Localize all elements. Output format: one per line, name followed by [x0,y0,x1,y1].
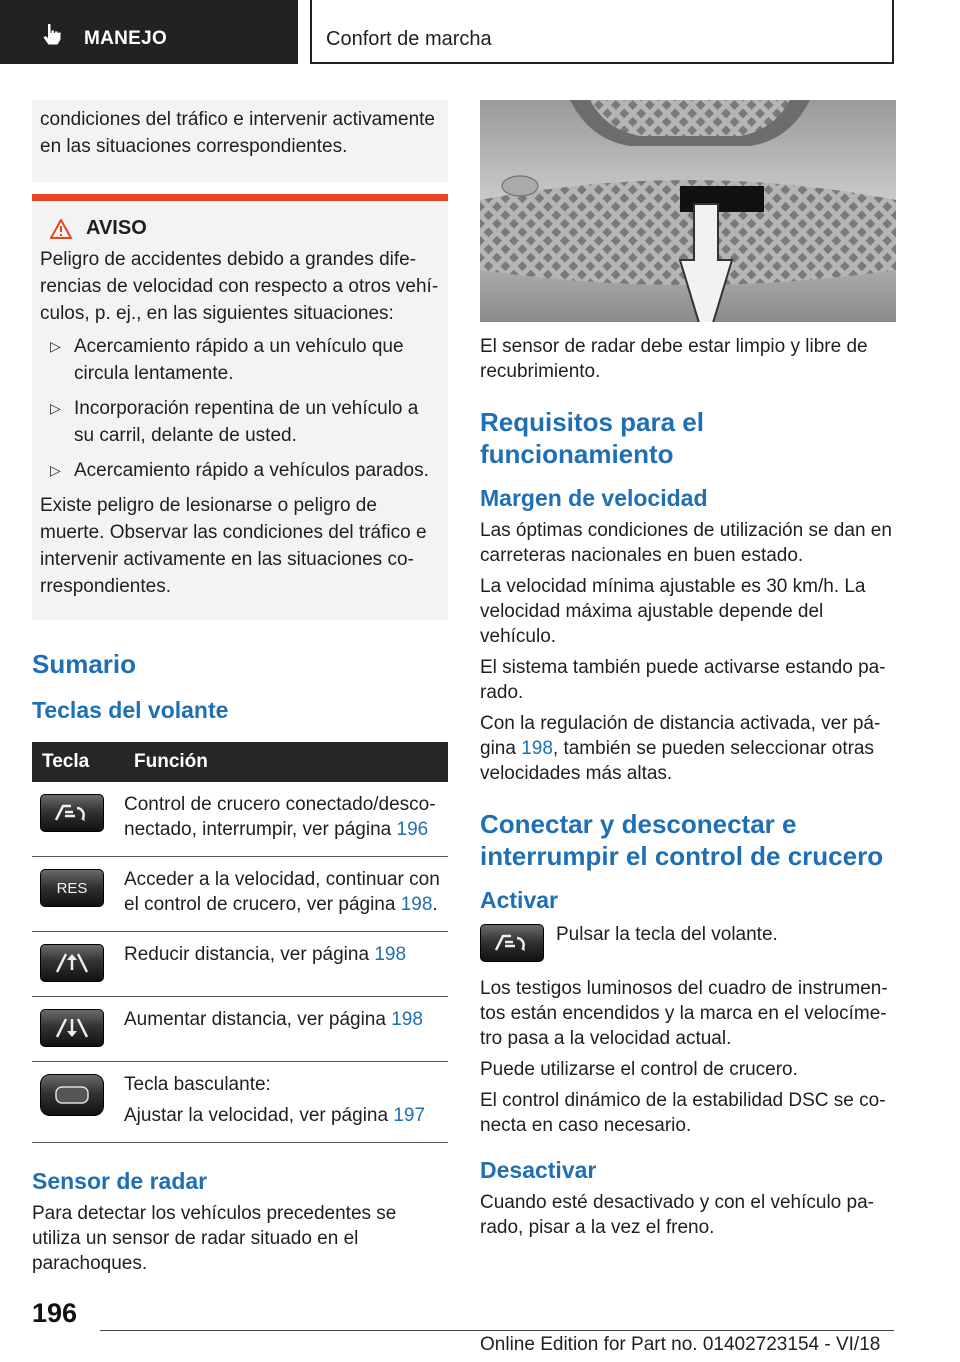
table-row: Reducir distancia, ver página 198 [32,932,448,997]
speed-range-heading: Margen de velocidad [480,485,708,511]
table-row: Aumentar distancia, ver página 198 [32,997,448,1062]
steering-keys-table [32,742,448,1143]
bullet-triangle-icon: ▷ [50,338,61,354]
activate-paragraph: Los testigos luminosos del cuadro de instrumentos están encendidos y la marca en el velocímetro pasa a la velocidad actual. [480,978,888,1049]
bullet-triangle-icon: ▷ [50,400,61,416]
section-tab [0,0,298,64]
page-link[interactable]: 198 [374,944,407,965]
warning-box [32,194,448,620]
warning-title: AVISO [86,217,147,239]
table-row: RES Acceder a la velocidad, continuar con el control de crucero, ver página 198. [32,857,448,932]
column-header-key: Tecla [32,742,124,782]
warning-intro: Peligro de accidentes debido a grandes diferencias de velocidad con respecto a otros vehículos, p. ej., en las siguientes situaciones: [40,249,439,324]
right-column [480,100,896,1240]
deactivate-heading: Desactivar [480,1157,597,1183]
left-column [32,100,448,1276]
page-number: 196 [32,1298,78,1328]
deactivate-text: Cuando esté desactivado y con el vehículo parado, pisar a la vez el freno. [480,1192,874,1238]
list-item: ▷ Acercamiento rápido a vehículos parados. [40,457,440,484]
warning-triangle-icon [50,219,72,239]
res-button-icon: RES [40,869,104,907]
sumario-heading: Sumario [32,649,137,679]
radar-heading: Sensor de radar [32,1168,208,1194]
distance-reduce-icon [40,944,104,982]
photo-caption: El sensor de radar debe estar limpio y libre de recubrimiento. [480,336,868,382]
list-item: ▷ Incorporación repentina de un vehículo a su carril, delante de usted. [40,395,440,449]
distance-increase-icon [40,1009,104,1047]
activate-heading: Activar [480,887,558,913]
warning-outro: Existe peligro de lesionarse o peligro de muerte. Observar las condiciones del tráfico e intervenir activamente en las situaciones correspondientes. [40,495,427,597]
page-link[interactable]: 198 [391,1009,423,1030]
page-link[interactable]: 197 [393,1105,426,1126]
activate-paragraph: Puede utilizarse el control de crucero. [480,1059,798,1080]
connect-heading: Conectar y desconectar e interrumpir el control de crucero [480,809,884,871]
column-header-function: Función [124,742,448,782]
requirements-heading: Requisitos para el funcionamiento [480,407,704,469]
speed-paragraph: El sistema también puede activarse estando parado. [480,657,886,703]
hand-pointer-icon [40,22,64,46]
cruise-control-icon [480,924,544,962]
table-row: Control de crucero conectado/desconectado, interrumpir, ver página 196 [32,782,448,857]
speed-paragraph: Las óptimas condiciones de utilización se dan en carreteras nacionales en buen estado. [480,520,892,566]
edition-note: Online Edition for Part no. 01402723154 - VI/18 [480,1334,881,1355]
teclas-heading: Teclas del volante [32,697,229,723]
activate-text: Pulsar la tecla del volante. [556,924,778,945]
warning-header [50,215,440,242]
table-row: Tecla basculante: Ajustar la velocidad, ver página 197 [32,1062,448,1143]
page-link[interactable]: 196 [396,819,429,840]
radar-sensor-photo [480,100,896,322]
continued-text: condiciones del tráfico e intervenir activamente en las situaciones correspondientes. [32,100,448,182]
footer-divider [100,1330,894,1331]
chapter-header [310,0,894,64]
rocker-switch-icon [40,1074,104,1116]
activate-instruction [480,922,896,962]
speed-paragraph: La velocidad mínima ajustable es 30 km/h. La velocidad máxima ajustable depende del vehículo. [480,576,866,647]
chapter-title: Confort de marcha [326,28,492,50]
bullet-triangle-icon: ▷ [50,462,61,478]
list-item: ▷ Acercamiento rápido a un vehículo que circula lentamente. [40,333,440,387]
page-link[interactable]: 198 [521,738,553,759]
page-link[interactable]: 198 [400,894,433,915]
table-header-row [32,742,448,782]
speed-paragraph: Con la regulación de distancia activada, ver página 198, también se pueden seleccionar otras velocidades más altas. [480,713,881,784]
radar-text: Para detectar los vehículos precedentes se utiliza un sensor de radar situado en el parachoques. [32,1203,397,1274]
warning-list [40,333,440,484]
section-label: MANEJO [84,28,168,49]
activate-paragraph: El control dinámico de la estabilidad DSC se conecta en caso necesario. [480,1090,886,1136]
cruise-control-icon [40,794,104,832]
